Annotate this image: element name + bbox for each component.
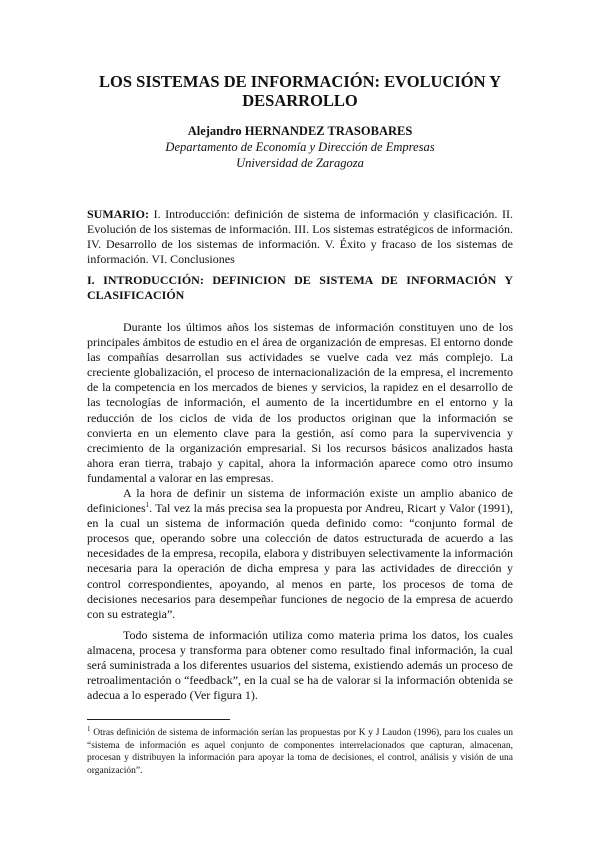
paragraph-2-start: A la hora de definir un sistema de información existe un amplio abanico de definiciones <box>87 486 513 516</box>
paper-title: LOS SISTEMAS DE INFORMACIÓN: EVOLUCIÓN Y DESARROLLO <box>99 72 501 110</box>
body-paragraph-3: Todo sistema de información utiliza como materia prima los datos, los cuales almacena, procesa y transforma para obtener como resultado final información, la cual será suministrada a los diferentes usuarios del sistema, existiendo además un proceso de retroalimentación o “feedback”, en la cual se ha de valorar si la información obtenida se adecua a lo esperado (Ver figura 1). <box>87 628 513 703</box>
footnote-reference[interactable]: 1 <box>145 501 150 510</box>
summary <box>87 207 513 267</box>
footnote-divider <box>87 719 230 720</box>
summary-text: I. Introducción: definición de sistema de información y clasificación. II. Evolución de los sistemas de información. III. Los sistemas estratégicos de información. IV. Desarrollo de los sistemas de información. V. Éxito y fracaso de los sistemas de información. VI. Conclusiones <box>87 207 513 266</box>
footnote-marker: 1 <box>87 724 91 733</box>
footnote-text: Otras definición de sistema de información serían las propuestas por K y J Laudon (1996), para los cuales un “sistema de información es aquel conjunto de componentes interrelacionados que capturan, almacenan, procesan y distribuyen la información para apoyar la toma de decisiones, el control, análisis y visión de una organización”. <box>87 728 513 776</box>
author-name: Alejandro HERNANDEZ TRASOBARES <box>187 124 413 138</box>
summary-label: SUMARIO: <box>87 207 149 221</box>
author-university: Universidad de Zaragoza <box>236 156 364 170</box>
paragraph-2-end: . Tal vez la más precisa sea la propuesta por Andreu, Ricart y Valor (1991), en la cual un sistema de información queda definido como: “conjunto formal de procesos que, operando sobre una colección de datos estructurada de acuerdo a las necesidades de la empresa, recopila, elabora y distribuyen selectivamente la información necesaria para la operación de dicha empresa y para las actividades de dirección y control correspondientes, apoyando, al menos en parte, los procesos de toma de decisiones necesarios para desempeñar funciones de negocio de la empresa de acuerdo con su estrategia”. <box>87 501 513 621</box>
section-heading: I. INTRODUCCIÓN: DEFINICION DE SISTEMA DE INFORMACIÓN Y CLASIFICACIÓN <box>87 273 513 302</box>
body-paragraph-1: Durante los últimos años los sistemas de información constituyen uno de los principales ámbitos de estudio en el área de organización de empresas. El entorno donde las compañías desarrollan sus actividades se vuelve cada vez más complejo. La creciente globalización, el proceso de internacionalización de la empresa, el incremento de la competencia en los mercados de bienes y servicios, la rapidez en el desarrollo de las tecnologías de información, el aumento de la incertidumbre en el entorno y la reducción de los ciclos de vida de los productos originan que la información se convierta en un elemento clave para la gestión, así como para la supervivencia y crecimiento de la organización empresarial. Si los recursos básicos analizados hasta ahora eran tierra, trabajo y capital, ahora la información aparece como otro insumo fundamental a valorar en las empresas. <box>87 320 513 485</box>
author-department: Departamento de Economía y Dirección de Empresas <box>165 140 435 154</box>
footnote <box>87 724 513 777</box>
body-paragraph-2 <box>87 486 513 622</box>
